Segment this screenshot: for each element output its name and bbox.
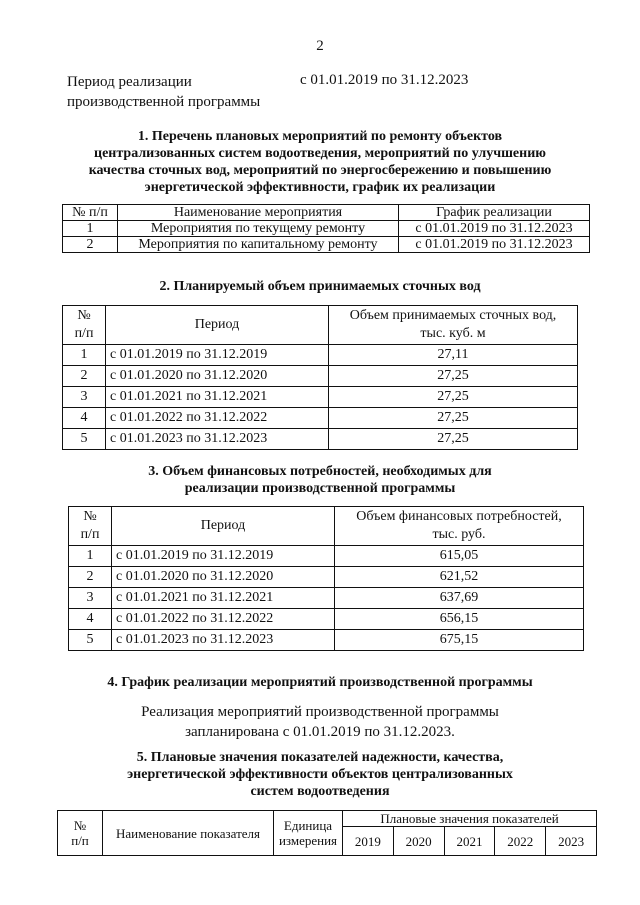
cell-period: с 01.01.2023 по 31.12.2023 <box>112 630 335 651</box>
section4-text-line2: запланирована с 01.01.2019 по 31.12.2023. <box>185 724 455 740</box>
section4-text-line1: Реализация мероприятий производственной программы <box>141 704 499 720</box>
header-financial <box>335 507 584 546</box>
period-label-line2: производственной программы <box>67 94 261 110</box>
cell-num: 4 <box>63 408 106 429</box>
header-num-line1: № <box>83 509 97 524</box>
table-row <box>63 345 578 366</box>
header-volume <box>329 306 578 345</box>
cell-schedule: с 01.01.2019 по 31.12.2023 <box>399 237 590 253</box>
cell-period: с 01.01.2021 по 31.12.2021 <box>112 588 335 609</box>
header-num <box>69 507 112 546</box>
cell-num: 4 <box>69 609 112 630</box>
indicators-table <box>57 810 597 856</box>
cell-period: с 01.01.2019 по 31.12.2019 <box>112 546 335 567</box>
section4-text <box>0 702 640 742</box>
financial-needs-table <box>68 506 584 651</box>
section1-title-line4: энергетической эффективности, график их реализации <box>144 180 496 195</box>
section3-title <box>0 463 640 497</box>
section1-title <box>0 128 640 196</box>
page-number: 2 <box>316 38 324 54</box>
cell-volume: 27,11 <box>329 345 578 366</box>
header-year: 2023 <box>546 827 597 856</box>
section5-title-line3: систем водоотведения <box>250 784 390 799</box>
cell-period: с 01.01.2020 по 31.12.2020 <box>106 366 329 387</box>
header-activity-name: Наименование мероприятия <box>118 205 399 221</box>
table-header-row <box>63 205 590 221</box>
cell-period: с 01.01.2019 по 31.12.2019 <box>106 345 329 366</box>
cell-amount: 615,05 <box>335 546 584 567</box>
cell-volume: 27,25 <box>329 408 578 429</box>
header-num-line1: № <box>77 308 91 323</box>
header-num-line2: п/п <box>80 527 100 542</box>
section5-title-line1: 5. Плановые значения показателей надежности, качества, <box>136 750 504 765</box>
header-period: Период <box>106 306 329 345</box>
cell-period: с 01.01.2022 по 31.12.2022 <box>106 408 329 429</box>
header-volume-line2: тыс. куб. м <box>420 326 486 341</box>
cell-num: 1 <box>69 546 112 567</box>
table-row <box>63 429 578 450</box>
header-schedule: График реализации <box>399 205 590 221</box>
cell-num: 5 <box>69 630 112 651</box>
header-unit-line1: Единица <box>283 818 333 833</box>
section3-title-line1: 3. Объем финансовых потребностей, необходимых для <box>148 464 492 479</box>
header-year: 2022 <box>495 827 546 856</box>
cell-num: 5 <box>63 429 106 450</box>
table-header-row <box>63 306 578 345</box>
header-unit <box>274 811 343 856</box>
header-year: 2020 <box>393 827 444 856</box>
wastewater-volume-table <box>62 305 578 450</box>
table-row <box>63 387 578 408</box>
cell-volume: 27,25 <box>329 366 578 387</box>
table-row <box>69 546 584 567</box>
header-num <box>58 811 103 856</box>
header-period: Период <box>112 507 335 546</box>
header-indicator-name: Наименование показателя <box>103 811 274 856</box>
table-row <box>63 366 578 387</box>
activities-table <box>62 204 590 253</box>
cell-volume: 27,25 <box>329 387 578 408</box>
cell-num: 1 <box>63 221 118 237</box>
header-financial-line2: тыс. руб. <box>432 527 486 542</box>
header-planned-values: Плановые значения показателей <box>343 811 597 827</box>
period-label <box>67 72 260 112</box>
header-year: 2021 <box>444 827 495 856</box>
cell-schedule: с 01.01.2019 по 31.12.2023 <box>399 221 590 237</box>
table-row <box>63 237 590 253</box>
header-num-line2: п/п <box>74 326 94 341</box>
table-header-row <box>58 811 597 827</box>
header-volume-line1: Объем принимаемых сточных вод, <box>349 308 557 323</box>
cell-amount: 637,69 <box>335 588 584 609</box>
header-financial-line1: Объем финансовых потребностей, <box>356 509 562 524</box>
table-row <box>69 609 584 630</box>
cell-amount: 675,15 <box>335 630 584 651</box>
cell-period: с 01.01.2022 по 31.12.2022 <box>112 609 335 630</box>
table-row <box>63 408 578 429</box>
section4-title: 4. График реализации мероприятий производственной программы <box>107 675 533 690</box>
header-unit-line2: измерения <box>278 833 338 848</box>
cell-num: 3 <box>63 387 106 408</box>
cell-amount: 621,52 <box>335 567 584 588</box>
section1-title-line3: качества сточных вод, мероприятий по энергосбережению и повышению <box>88 163 552 178</box>
period-label-line1: Период реализации <box>67 74 192 90</box>
section5-title <box>0 749 640 800</box>
cell-period: с 01.01.2023 по 31.12.2023 <box>106 429 329 450</box>
header-num: № п/п <box>63 205 118 221</box>
cell-activity: Мероприятия по капитальному ремонту <box>118 237 399 253</box>
table-row <box>69 630 584 651</box>
header-year: 2019 <box>343 827 394 856</box>
table-row <box>69 567 584 588</box>
cell-amount: 656,15 <box>335 609 584 630</box>
cell-num: 1 <box>63 345 106 366</box>
section5-title-line2: энергетической эффективности объектов централизованных <box>127 767 513 782</box>
section1-title-line1: 1. Перечень плановых мероприятий по ремонту объектов <box>137 129 503 144</box>
cell-num: 2 <box>69 567 112 588</box>
header-num-line2: п/п <box>71 833 89 848</box>
cell-num: 2 <box>63 366 106 387</box>
period-value: с 01.01.2019 по 31.12.2023 <box>300 72 469 88</box>
section2-title: 2. Планируемый объем принимаемых сточных вод <box>159 279 481 294</box>
header-num <box>63 306 106 345</box>
header-num-line1: № <box>73 818 87 833</box>
table-row <box>63 221 590 237</box>
cell-num: 3 <box>69 588 112 609</box>
section1-title-line2: централизованных систем водоотведения, мероприятий по улучшению <box>94 146 546 161</box>
table-header-row <box>69 507 584 546</box>
cell-num: 2 <box>63 237 118 253</box>
cell-period: с 01.01.2020 по 31.12.2020 <box>112 567 335 588</box>
cell-period: с 01.01.2021 по 31.12.2021 <box>106 387 329 408</box>
section3-title-line2: реализации производственной программы <box>184 481 456 496</box>
cell-volume: 27,25 <box>329 429 578 450</box>
cell-activity: Мероприятия по текущему ремонту <box>118 221 399 237</box>
table-row <box>69 588 584 609</box>
